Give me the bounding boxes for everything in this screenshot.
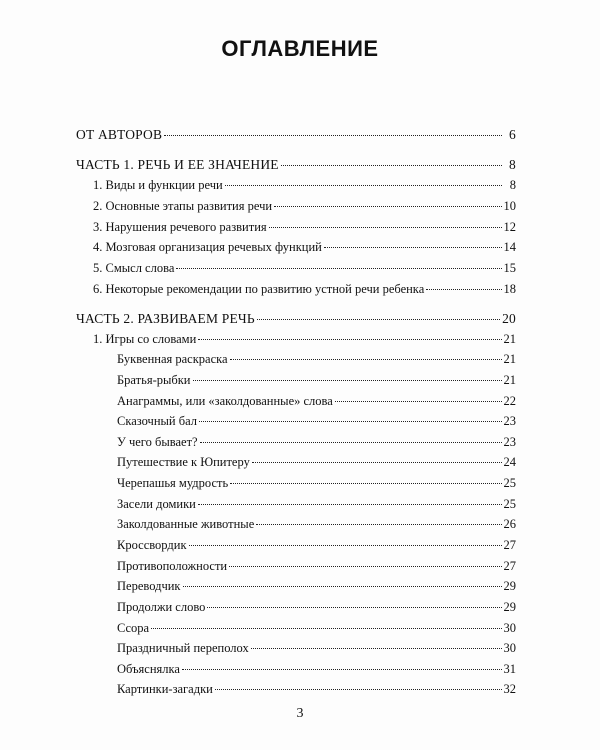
toc-entry-page: 15 [503, 261, 516, 275]
toc-entry-label: Сказочный бал [117, 414, 198, 428]
toc-entry-label: ЧАСТЬ 1. РЕЧЬ И ЕЕ ЗНАЧЕНИЕ [76, 157, 279, 172]
toc-entry[interactable] [117, 680, 516, 698]
toc-entry[interactable] [93, 176, 516, 194]
toc-leader-dots [164, 135, 502, 136]
toc-entry-page: 21 [503, 332, 516, 346]
toc-entry-page: 32 [503, 682, 516, 696]
page-title: ОГЛАВЛЕНИЕ [221, 36, 379, 61]
toc-entry-label: Объяснялка [117, 662, 180, 676]
toc-entry[interactable] [93, 218, 516, 236]
toc-entry-label: Картинки-загадки [117, 682, 213, 696]
toc-entry-page: 22 [503, 394, 516, 408]
toc-entry[interactable] [117, 412, 516, 430]
toc-leader-dots [198, 504, 502, 505]
toc-entry-label: Праздничный переполох [117, 641, 249, 655]
toc-entry-label: Ссора [117, 621, 150, 635]
toc-entry-page: 6 [509, 127, 516, 142]
toc-entry-page: 20 [502, 311, 516, 326]
toc-leader-dots [252, 462, 502, 463]
toc-entry-label: 1. Виды и функции речи [93, 178, 223, 192]
toc-entry-label: Братья-рыбки [117, 373, 191, 387]
toc-entry-page: 23 [503, 414, 516, 428]
toc-entry-page: 25 [503, 476, 516, 490]
toc-entry-page: 12 [503, 220, 516, 234]
toc-leader-dots [426, 289, 501, 290]
toc-entry-label: Путешествие к Юпитеру [117, 455, 250, 469]
toc-leader-dots [230, 359, 502, 360]
toc-leader-dots [230, 483, 501, 484]
toc-entry-label: Анаграммы, или «заколдованные» слова [117, 394, 333, 408]
toc-leader-dots [189, 545, 502, 546]
toc-entry[interactable] [117, 371, 516, 389]
toc-entry-page: 25 [503, 497, 516, 511]
toc-leader-dots [207, 607, 501, 608]
toc-leader-dots [274, 206, 501, 207]
toc-entry[interactable] [117, 639, 516, 657]
toc-leader-dots [335, 401, 502, 402]
toc-entry[interactable] [76, 310, 516, 328]
toc-entry-page: 21 [503, 352, 516, 366]
toc-entry-label: Переводчик [117, 579, 181, 593]
toc-entry-label: Продолжи слово [117, 600, 206, 614]
toc-entry-label: 1. Игры со словами [93, 332, 197, 346]
toc-entry[interactable] [117, 515, 516, 533]
toc-entry-label: 4. Мозговая организация речевых функций [93, 240, 322, 254]
toc-entry[interactable] [117, 433, 516, 451]
toc-entry-page: 26 [503, 517, 516, 531]
toc-entry[interactable] [117, 474, 516, 492]
toc-entry-page: 29 [503, 579, 516, 593]
toc-leader-dots [200, 442, 502, 443]
toc-entry-page: 23 [503, 435, 516, 449]
toc-entry[interactable] [117, 619, 516, 637]
toc-leader-dots [269, 227, 502, 228]
toc-entry-label: Кроссвордик [117, 538, 187, 552]
toc-leader-dots [176, 268, 501, 269]
toc-entry-page: 29 [503, 600, 516, 614]
toc-entry-label: У чего бывает? [117, 435, 198, 449]
toc-entry-label: ОТ АВТОРОВ [76, 127, 163, 142]
page-number: 3 [296, 706, 304, 721]
toc-entry-page: 27 [503, 538, 516, 552]
toc-leader-dots [215, 689, 502, 690]
toc-entry[interactable] [93, 280, 516, 298]
toc-leader-dots [198, 339, 501, 340]
toc-entry[interactable] [117, 536, 516, 554]
toc-leader-dots [151, 628, 501, 629]
toc-leader-dots [281, 165, 502, 166]
toc-entry[interactable] [76, 156, 516, 174]
toc-entry-page: 21 [503, 373, 516, 387]
toc-leader-dots [225, 185, 502, 186]
toc-leader-dots [229, 566, 501, 567]
toc-entry-page: 27 [503, 559, 516, 573]
toc-entry-label: 5. Смысл слова [93, 261, 175, 275]
toc-entry[interactable] [93, 197, 516, 215]
toc-entry[interactable] [117, 598, 516, 616]
toc-entry-page: 30 [503, 621, 516, 635]
toc-entry-label: 2. Основные этапы развития речи [93, 199, 273, 213]
toc-entry[interactable] [76, 126, 516, 144]
toc-entry-label: Противоположности [117, 559, 228, 573]
toc-entry-page: 31 [503, 662, 516, 676]
toc-entry-label: Черепашья мудрость [117, 476, 229, 490]
toc-entry[interactable] [93, 259, 516, 277]
toc-entry-label: Засели домики [117, 497, 196, 511]
toc-leader-dots [324, 247, 502, 248]
toc-leader-dots [193, 380, 502, 381]
toc-entry[interactable] [117, 350, 516, 368]
toc-leader-dots [199, 421, 501, 422]
toc-entry-page: 24 [503, 455, 516, 469]
toc-entry[interactable] [117, 577, 516, 595]
toc-entry-page: 18 [503, 282, 516, 296]
toc-leader-dots [256, 524, 501, 525]
toc-entry-page: 8 [509, 178, 516, 192]
toc-leader-dots [251, 648, 502, 649]
toc-entry[interactable] [117, 392, 516, 410]
toc-entry[interactable] [93, 238, 516, 256]
toc-leader-dots [257, 319, 500, 320]
toc-entry-page: 30 [503, 641, 516, 655]
toc-entry[interactable] [117, 660, 516, 678]
toc-entry-page: 10 [503, 199, 516, 213]
toc-entry[interactable] [93, 330, 516, 348]
toc-leader-dots [183, 586, 502, 587]
toc-entry[interactable] [117, 453, 516, 471]
toc-entry-page: 14 [503, 240, 516, 254]
toc-entry-label: Заколдованные животные [117, 517, 255, 531]
toc-entry-page: 8 [509, 157, 516, 172]
toc-entry-label: 6. Некоторые рекомендации по развитию устной речи ребенка [93, 282, 425, 296]
toc-entry-label: Буквенная раскраска [117, 352, 228, 366]
toc-entry[interactable] [117, 495, 516, 513]
toc-entry-label: ЧАСТЬ 2. РАЗВИВАЕМ РЕЧЬ [76, 311, 255, 326]
toc-entry[interactable] [117, 557, 516, 575]
toc-leader-dots [182, 669, 502, 670]
toc-entry-label: 3. Нарушения речевого развития [93, 220, 267, 234]
